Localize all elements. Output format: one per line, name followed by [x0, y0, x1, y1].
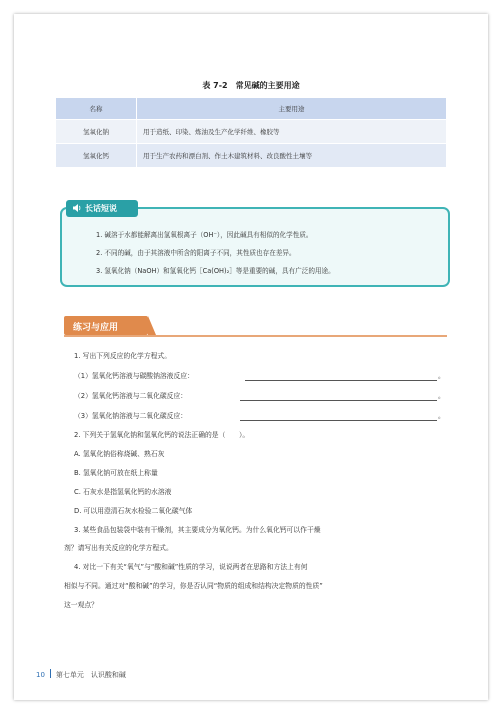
- exercise-3-line-2: 剂？请写出有关反应的化学方程式。: [64, 544, 173, 552]
- page-footer: [36, 669, 126, 680]
- table-header-name: 名称: [56, 98, 137, 120]
- summary-title-tag: [66, 200, 138, 217]
- practice-title-tag: [64, 316, 148, 335]
- summary-line-3: 3. 氢氧化钠（NaOH）和氢氧化钙［Ca(OH)₂］等是重要的碱，具有广泛的用途。: [96, 267, 335, 275]
- table-cell-use: 用于造纸、印染、炼油及生产化学纤维、橡胶等: [137, 120, 447, 144]
- table-header-row: [56, 98, 446, 120]
- practice-tag-tail: [148, 316, 156, 335]
- exercise-4-line-2: 相似与不同。通过对“酸和碱”的学习，你是否认同“物质的组成和结构决定物质的性质”: [64, 582, 323, 590]
- exercise-2-option-c: C. 石灰水是指氢氧化钙的水溶液: [74, 488, 172, 496]
- practice-divider: [64, 335, 447, 337]
- exercise-4-line-3: 这一观点？: [64, 601, 98, 609]
- blank-end-mark: 。: [438, 392, 445, 400]
- exercise-2-option-d: D. 可以用澄清石灰水检验二氧化碳气体: [74, 507, 193, 515]
- table-cell-use: 用于生产农药和漂白剂、作土木建筑材料、改良酸性土壤等: [137, 144, 447, 168]
- summary-line-2: 2. 不同的碱，由于其溶液中所含的阳离子不同，其性质也存在差异。: [96, 249, 296, 257]
- exercise-1-item-3: （3）氢氧化钠溶液与二氧化碳反应：: [74, 412, 188, 420]
- table-row: [56, 120, 446, 144]
- summary-line-1: 1. 碱溶于水都能解离出氢氧根离子（OH⁻），因此碱具有相似的化学性质。: [96, 231, 313, 239]
- exercise-2-option-a: A. 氢氧化钠俗称烧碱、熟石灰: [74, 450, 165, 458]
- table-header-use: 主要用途: [137, 98, 447, 120]
- exercise-2-option-b: B. 氢氧化钠可放在纸上称量: [74, 469, 158, 477]
- table-cell-name: 氢氧化钙: [56, 144, 137, 168]
- exercise-2: 2. 下列关于氢氧化钠和氢氧化钙的说法正确的是（ ）。: [74, 431, 250, 439]
- table-caption: 表 7-2 常见碱的主要用途: [202, 81, 300, 90]
- answer-blank[interactable]: [240, 420, 437, 421]
- blank-end-mark: 。: [438, 372, 445, 380]
- textbook-page: [14, 14, 488, 700]
- answer-blank[interactable]: [240, 400, 437, 401]
- speaker-icon: [72, 203, 82, 215]
- page-number: 10: [36, 671, 45, 679]
- summary-title: 长话短说: [85, 204, 117, 213]
- exercise-1-item-2: （2）氢氧化钙溶液与二氧化碳反应：: [74, 392, 188, 400]
- blank-end-mark: 。: [438, 412, 445, 420]
- bases-uses-table: [56, 98, 446, 167]
- exercise-1-item-1: （1）氢氧化钙溶液与碳酸钠溶液反应：: [74, 372, 194, 380]
- practice-title: 练习与应用: [73, 323, 119, 333]
- exercise-3-line-1: 3. 某些食品包装袋中装有干燥剂，其主要成分为氧化钙。为什么氧化钙可以作干燥: [74, 526, 321, 534]
- exercise-1: 1. 写出下列反应的化学方程式。: [74, 352, 172, 360]
- exercise-4-line-1: 4. 对比一下有关“氧气”与“酸和碱”性质的学习，说说两者在思路和方法上有何: [74, 563, 308, 571]
- table-cell-name: 氢氧化钠: [56, 120, 137, 144]
- summary-box: [60, 207, 450, 287]
- footer-divider: [50, 669, 51, 678]
- table-row: [56, 144, 446, 168]
- answer-blank[interactable]: [245, 380, 437, 381]
- chapter-title: 第七单元 认识酸和碱: [55, 671, 126, 679]
